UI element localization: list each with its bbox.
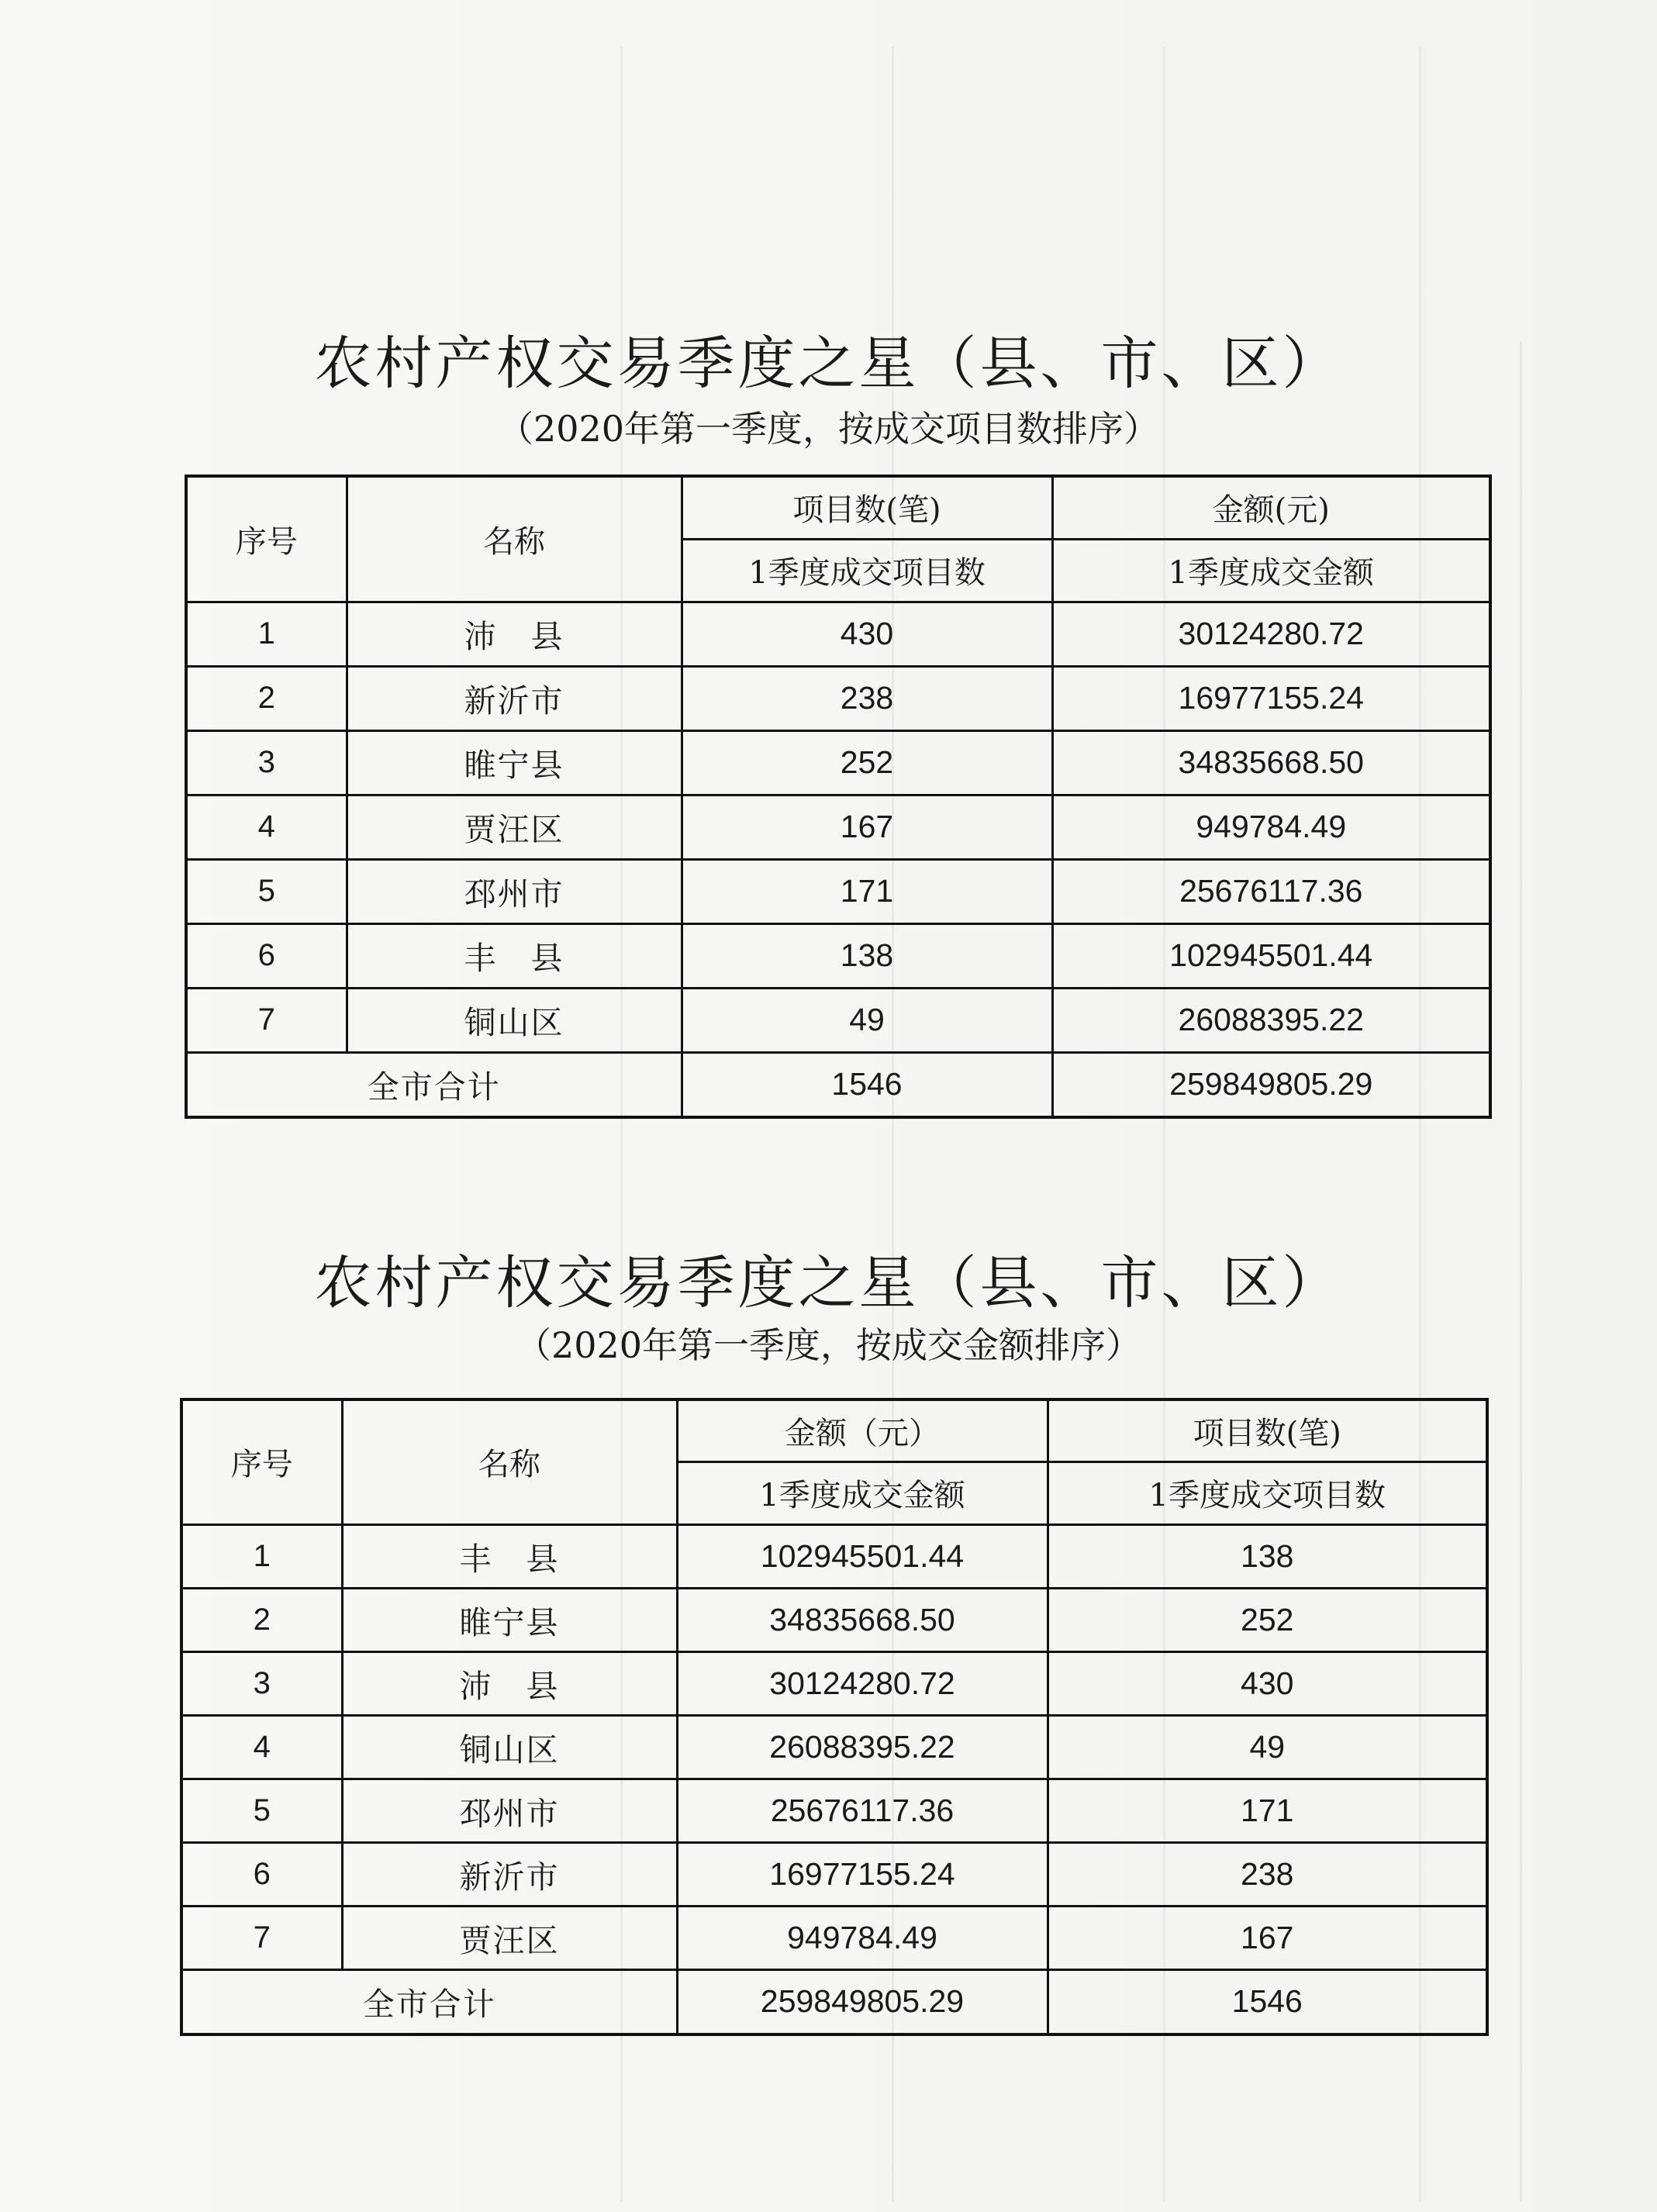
table2-title: 农村产权交易季度之星（县、市、区）	[314, 1250, 1343, 1317]
table1-project-count-ranking	[185, 474, 1492, 1119]
row-project-count: 138	[1048, 1524, 1487, 1588]
table-row	[181, 1588, 1487, 1651]
row-amount: 26088395.22	[1052, 988, 1490, 1052]
row-index: 3	[181, 1651, 342, 1715]
table-row	[181, 1906, 1487, 1969]
table-row	[186, 923, 1490, 988]
row-amount: 34835668.50	[677, 1588, 1048, 1651]
row-project-count: 171	[682, 859, 1052, 923]
row-name: 沛 县	[347, 602, 682, 666]
table-row	[186, 602, 1490, 666]
row-name: 铜山区	[342, 1715, 677, 1779]
table-row	[181, 1842, 1487, 1906]
table-row	[186, 795, 1490, 859]
row-index: 7	[186, 988, 347, 1052]
table1-title: 农村产权交易季度之星（县、市、区）	[314, 330, 1343, 397]
row-name: 丰 县	[347, 923, 682, 988]
row-index: 2	[181, 1588, 342, 1651]
header-project-count: 项目数(笔)	[682, 476, 1052, 539]
table2-amount-ranking	[180, 1398, 1489, 2036]
table-row	[186, 988, 1490, 1052]
row-project-count: 171	[1048, 1779, 1487, 1842]
table2-subtitle: （2020年第一季度，按成交金额排序）	[515, 1324, 1142, 1366]
row-project-count: 252	[682, 730, 1052, 795]
row-project-count: 49	[682, 988, 1052, 1052]
row-name: 新沂市	[342, 1842, 677, 1906]
header-index: 序号	[186, 476, 347, 602]
row-name: 贾汪区	[347, 795, 682, 859]
row-index: 6	[181, 1842, 342, 1906]
subheader-project-count: 1季度成交项目数	[682, 539, 1052, 602]
row-amount: 26088395.22	[677, 1715, 1048, 1779]
row-amount: 16977155.24	[1052, 666, 1490, 730]
header-name: 名称	[347, 476, 682, 602]
row-amount: 16977155.24	[677, 1842, 1048, 1906]
row-amount: 25676117.36	[1052, 859, 1490, 923]
row-project-count: 167	[682, 795, 1052, 859]
row-amount: 30124280.72	[677, 1651, 1048, 1715]
row-name: 贾汪区	[342, 1906, 677, 1969]
table-row	[181, 1715, 1487, 1779]
total-amount: 259849805.29	[677, 1969, 1048, 2034]
header-index: 序号	[181, 1399, 342, 1524]
header-amount: 金额(元)	[1052, 476, 1490, 539]
row-name: 邳州市	[347, 859, 682, 923]
row-name: 铜山区	[347, 988, 682, 1052]
row-project-count: 238	[1048, 1842, 1487, 1906]
row-project-count: 167	[1048, 1906, 1487, 1969]
row-amount: 949784.49	[1052, 795, 1490, 859]
table-row	[186, 859, 1490, 923]
row-index: 1	[181, 1524, 342, 1588]
row-project-count: 252	[1048, 1588, 1487, 1651]
row-name: 邳州市	[342, 1779, 677, 1842]
row-index: 1	[186, 602, 347, 666]
subheader-project-count: 1季度成交项目数	[1048, 1461, 1487, 1524]
row-amount: 102945501.44	[677, 1524, 1048, 1588]
row-name: 沛 县	[342, 1651, 677, 1715]
row-index: 6	[186, 923, 347, 988]
total-label: 全市合计	[186, 1052, 682, 1117]
row-project-count: 138	[682, 923, 1052, 988]
row-project-count: 430	[682, 602, 1052, 666]
table-row	[181, 1779, 1487, 1842]
header-name: 名称	[342, 1399, 677, 1524]
row-name: 丰 县	[342, 1524, 677, 1588]
row-index: 4	[181, 1715, 342, 1779]
row-index: 5	[186, 859, 347, 923]
row-name: 睢宁县	[347, 730, 682, 795]
table-row	[181, 1524, 1487, 1588]
row-index: 2	[186, 666, 347, 730]
table-row	[186, 666, 1490, 730]
table1-subtitle: （2020年第一季度，按成交项目数排序）	[497, 408, 1160, 450]
row-index: 7	[181, 1906, 342, 1969]
total-row	[181, 1969, 1487, 2034]
subheader-amount: 1季度成交金额	[1052, 539, 1490, 602]
row-index: 5	[181, 1779, 342, 1842]
row-index: 4	[186, 795, 347, 859]
row-project-count: 430	[1048, 1651, 1487, 1715]
row-project-count: 238	[682, 666, 1052, 730]
total-amount: 259849805.29	[1052, 1052, 1490, 1117]
row-project-count: 49	[1048, 1715, 1487, 1779]
row-amount: 25676117.36	[677, 1779, 1048, 1842]
table-row	[181, 1651, 1487, 1715]
header-project-count: 项目数(笔)	[1048, 1399, 1487, 1461]
table-row	[186, 730, 1490, 795]
row-amount: 30124280.72	[1052, 602, 1490, 666]
total-label: 全市合计	[181, 1969, 677, 2034]
row-amount: 949784.49	[677, 1906, 1048, 1969]
row-index: 3	[186, 730, 347, 795]
total-row	[186, 1052, 1490, 1117]
row-name: 睢宁县	[342, 1588, 677, 1651]
total-project-count: 1546	[1048, 1969, 1487, 2034]
subheader-amount: 1季度成交金额	[677, 1461, 1048, 1524]
header-amount: 金额（元）	[677, 1399, 1048, 1461]
row-amount: 34835668.50	[1052, 730, 1490, 795]
row-name: 新沂市	[347, 666, 682, 730]
row-amount: 102945501.44	[1052, 923, 1490, 988]
total-project-count: 1546	[682, 1052, 1052, 1117]
